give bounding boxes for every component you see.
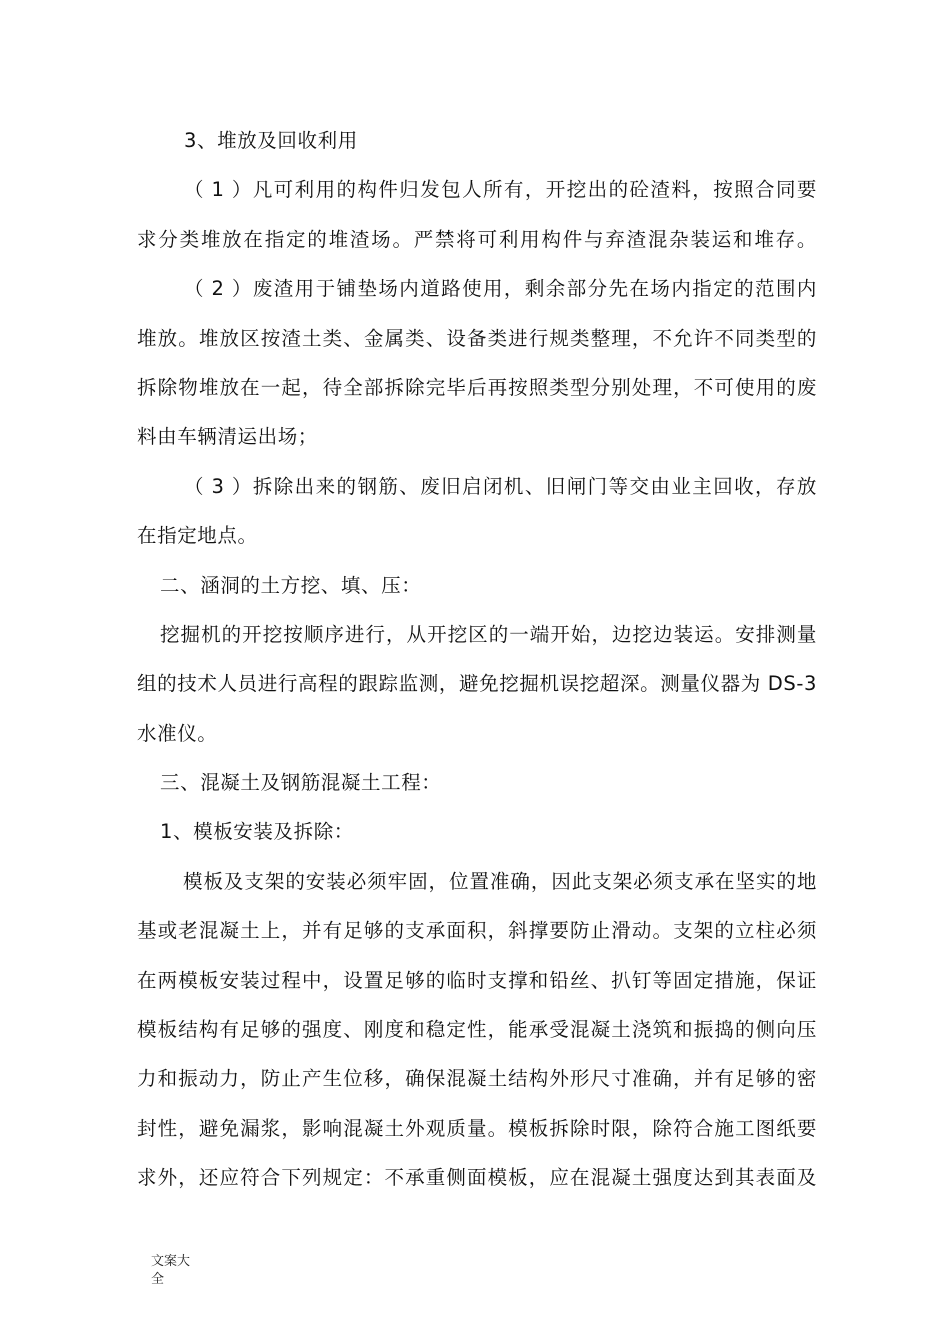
paragraph-5-line-6: 封性，避免漏浆，影响混凝土外观质量。模板拆除时限，除符合施工图纸要 — [137, 1116, 817, 1140]
paragraph-2-line-4: 料由车辆清运出场； — [137, 425, 318, 449]
paragraph-4-line-1: 挖掘机的开挖按顺序进行，从开挖区的一端开始，边挖边装运。安排测量 — [160, 622, 817, 646]
item-number-1: （1） — [184, 178, 252, 202]
item-number-3: （3） — [184, 474, 252, 498]
item-number-2: （2） — [184, 277, 252, 301]
section-heading-earthwork: 二、涵洞的土方挖、填、压： — [160, 573, 422, 597]
paragraph-3-line-2: 在指定地点。 — [137, 524, 258, 548]
paragraph-2-line-1 — [137, 264, 817, 313]
paragraph-3-text-1: 拆除出来的钢筋、废旧启闭机、旧闸门等交由业主回收，存放 — [252, 474, 817, 498]
subheading-formwork: 1、模板安装及拆除： — [160, 820, 354, 844]
paragraph-2-line-2: 堆放。堆放区按渣土类、金属类、设备类进行规类整理，不允许不同类型的 — [137, 326, 817, 350]
paragraph-4-line-3: 水准仪。 — [137, 721, 218, 745]
footer-text-line-2: 全 — [151, 1272, 165, 1287]
paragraph-2-line-3: 拆除物堆放在一起，待全部拆除完毕后再按照类型分别处理，不可使用的废 — [137, 375, 817, 399]
paragraph-1-line-1 — [137, 165, 817, 214]
section-heading-concrete: 三、混凝土及钢筋混凝土工程： — [160, 771, 442, 795]
paragraph-4-line-2: 组的技术人员进行高程的跟踪监测，避免挖掘机误挖超深。测量仪器为 DS-3 — [137, 672, 817, 696]
paragraph-1-line-2: 求分类堆放在指定的堆渣场。严禁将可利用构件与弃渣混杂装运和堆存。 — [137, 227, 817, 251]
document-body — [137, 116, 817, 1203]
paragraph-1-text-1: 凡可利用的构件归发包人所有，开挖出的砼渣料，按照合同要 — [252, 178, 817, 202]
paragraph-5-line-4: 模板结构有足够的强度、刚度和稳定性，能承受混凝土浇筑和振捣的侧向压 — [137, 1018, 817, 1042]
paragraph-3-line-1 — [137, 462, 817, 511]
footer-text-line-1: 文案大 — [151, 1254, 191, 1269]
paragraph-5-line-2: 基或老混凝土上，并有足够的支承面积，斜撑要防止滑动。支架的立柱必须 — [137, 919, 817, 943]
paragraph-5-line-1: 模板及支架的安装必须牢固，位置准确，因此支架必须支承在坚实的地 — [183, 869, 817, 893]
paragraph-5-line-5: 力和振动力，防止产生位移，确保混凝土结构外形尺寸准确，并有足够的密 — [137, 1067, 817, 1091]
page-footer — [151, 1253, 199, 1289]
paragraph-2-text-1: 废渣用于铺垫场内道路使用，剩余部分先在场内指定的范围内 — [252, 277, 817, 301]
paragraph-5-line-3: 在两模板安装过程中，设置足够的临时支撑和铅丝、扒钉等固定措施，保证 — [137, 968, 817, 992]
subheading-stacking-recycling: 3、堆放及回收利用 — [184, 129, 358, 152]
paragraph-5-line-7: 求外，还应符合下列规定：不承重侧面模板，应在混凝土强度达到其表面及 — [137, 1166, 817, 1190]
